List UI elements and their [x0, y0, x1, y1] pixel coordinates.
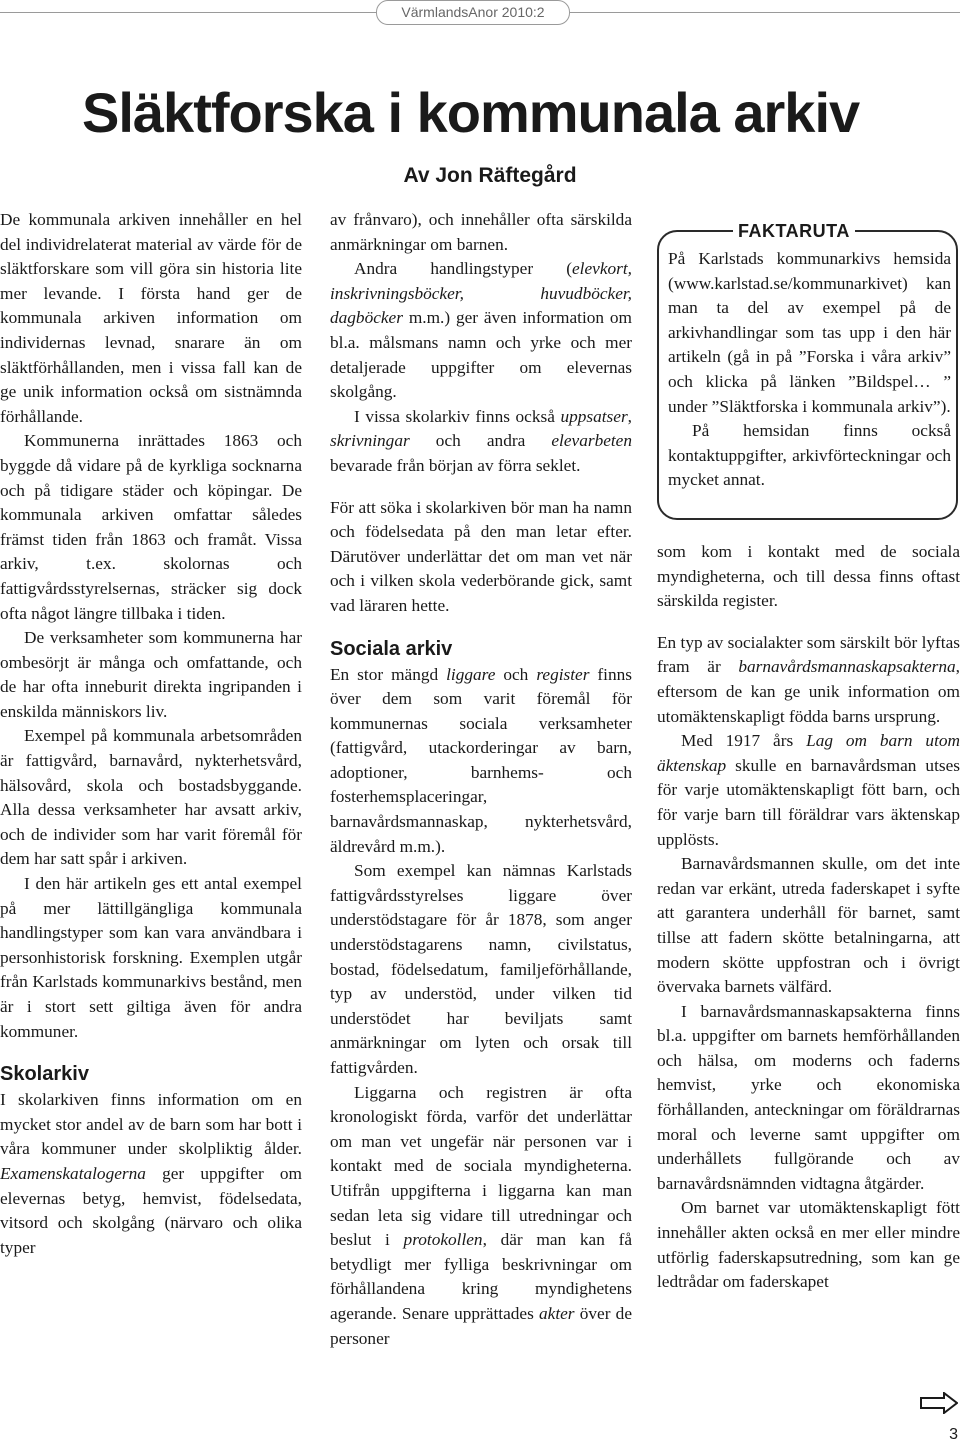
page-number: 3	[949, 1426, 958, 1443]
paragraph: Exempel på kommunala arbetsområden är fattigvård, barnavård, nykterhetsvård, hälsovård, skola och bostadsbyggande. Alla dessa verksamheter har avsatt arkiv, och de individer som har varit föremål för dem har satt spår i arkiven.	[0, 726, 302, 869]
paragraph: I vissa skolarkiv finns också uppsatser, skrivningar och andra elevarbeten bevarade från början av förra seklet.	[330, 406, 632, 475]
column-3	[657, 540, 960, 1295]
column-2	[330, 208, 632, 1351]
paragraph: Som exempel kan nämnas Karlstads fattigvårdsstyrelses liggare över understödstagare för år 1878, som anger understödstagarens namn, civilstatus, bostad, födelsedatum, familjeförhållande, typ av understöd, under vilken tid understödet har beviljats samt anmärkningar om lyten och orsak till fattigvården.	[330, 861, 632, 1077]
paragraph: Liggarna och registren är ofta kronologiskt förda, varför det underlättar om man vet ungefär när personen var i kontakt med de sociala myndigheterna. Utifrån uppgifterna i liggarna kan man sedan leta sig vidare till utredningar och beslut i protokollen, där man kan få betydligt mer fylliga beskrivningar om förhållandena kring myndighetens agerande. Senare upprättades akter över de personer	[330, 1082, 632, 1348]
column-1	[0, 208, 302, 1260]
byline: Av Jon Räftegård	[403, 164, 577, 187]
section-heading-sociala-arkiv: Sociala arkiv	[330, 637, 453, 660]
paragraph: I den här artikeln ges ett antal exempel på mer lättillgängliga kommunala handlingstyper som kan vara användbara i personhistorisk forskning. Exemplen utgår från Karlstads kommunarkivs bestånd, men är i stort sett giltiga även för andra kommuner.	[0, 874, 302, 1041]
paragraph: På hemsidan finns också kontaktuppgifter, arkivförteckningar och mycket annat.	[668, 421, 951, 490]
paragraph: På Karlstads kommunarkivs hemsida (www.karlstad.se/kommunarkivet) kan man ta del av exempel på de arkivhandlingar som tas upp i den här artikeln (gå in på ”Forska i våra arkiv” och klicka på länken ”Bildspel… ” under ”Släktforska i kommunala arkiv”).	[668, 249, 951, 416]
paragraph: För att söka i skolarkiven bör man ha namn och födelsedata på den man letar efter. Därutöver underlättar det om man vet när och i vilken skola vederbörande gick, samt vad läraren hette.	[330, 497, 632, 615]
paragraph: En typ av socialakter som särskilt bör lyftas fram är barnavårdsmannaskapsakterna, eftersom de kan ge unik information om utomäktenskapligt födda barns ursprung.	[657, 632, 960, 726]
paragraph: En stor mängd liggare och register finns över dem som varit föremål för kommunernas sociala verksamheter (fattigvård, utackorderingar av barn, adoptioner, barnhems- och fosterhemsplaceringar, barnavårdsmannaskap, nykterhetsvård, äldrevård m.m.).	[330, 664, 632, 856]
section-heading-skolarkiv: Skolarkiv	[0, 1063, 89, 1086]
paragraph: I barnavårdsmannaskapsakterna finns bl.a. uppgifter om barnets hemförhållanden och hälsa, om moderns och faderns hemvist, yrke och ekonomiska förhållanden, anteckningar om föräldrarnas moral och leverne samt uppgifter om underhållets fullgörande och av barnavårdsnämnden vidtagna åtgärder.	[657, 1001, 960, 1193]
paragraph: Andra handlingstyper (elevkort, inskrivningsböcker, huvudböcker, dagböcker m.m.) ger även information om bl.a. målsmans namn och yrke och mer detaljerade uppgifter om elevernas skolgång.	[330, 259, 632, 402]
paragraph: som kom i kontakt med de sociala myndigheterna, och till dessa finns oftast särskilda register.	[657, 542, 960, 611]
fact-box-body	[668, 247, 951, 493]
paragraph: Om barnet var utomäktenskapligt fött innehåller akten också en mer eller mindre utförlig faderskapsutredning, som kan ge ledtrådar om faderskapet	[657, 1198, 960, 1292]
paragraph: av frånvaro), och innehåller ofta särskilda anmärkningar om barnen.	[330, 210, 632, 254]
paragraph: De kommunala arkiven innehåller en hel del individrelaterat material av värde för de släktforskare som vill göra sin historia lite mer levande. I första hand ger de kommunala arkiven information om individernas levnad, snarare än om släktförhållanden, men i vissa fall kan de ge unik information också om sistnämnda förhållande.	[0, 210, 302, 426]
paragraph: Barnavårdsmannen skulle, om det inte redan var erkänt, utreda faderskapet i syfte att garantera underhåll för barnet, samt tillse att fadern skötte betalningarna, att modern skötte uppfostran och i övrigt övervaka barnets välfärd.	[657, 854, 960, 997]
fact-box-label: FAKTARUTA	[733, 220, 855, 242]
paragraph: Kommunerna inrättades 1863 och byggde då vidare på de kyrkliga socknarna och på tidigare städer och köpingar. De kommunala arkiven omfattar således främst tiden från 1863 och framåt. Vissa arkiv, t.ex. skolornas och fattigvårdsstyrelsernas, sträcker sig dock ofta något längre tillbaka i tiden.	[0, 431, 302, 623]
article-title: Släktforska i kommunala arkiv	[82, 81, 860, 144]
fact-box	[657, 221, 958, 520]
continue-arrow-icon	[920, 1392, 958, 1414]
paragraph: Med 1917 års Lag om barn utom äktenskap skulle en barnavårdsman utses för varje utomäktenskapligt fött barn, och för varje barn till föräldrar vars äktenskap upplösts.	[657, 731, 960, 849]
issue-badge: VärmlandsAnor 2010:2	[376, 0, 570, 25]
paragraph: I skolarkiven finns information om en mycket stor andel av de barn som har bott i våra kommuner under skolpliktig ålder. Examenskatalogerna ger uppgifter om elevernas betyg, hemvist, födelsedata, vitsord och skolgång (närvaro och olika typer	[0, 1090, 302, 1257]
paragraph: De verksamheter som kommunerna har ombesörjt är många och omfattande, och de har ofta inneburit direkta ingripanden i enskilda människors liv.	[0, 628, 302, 721]
